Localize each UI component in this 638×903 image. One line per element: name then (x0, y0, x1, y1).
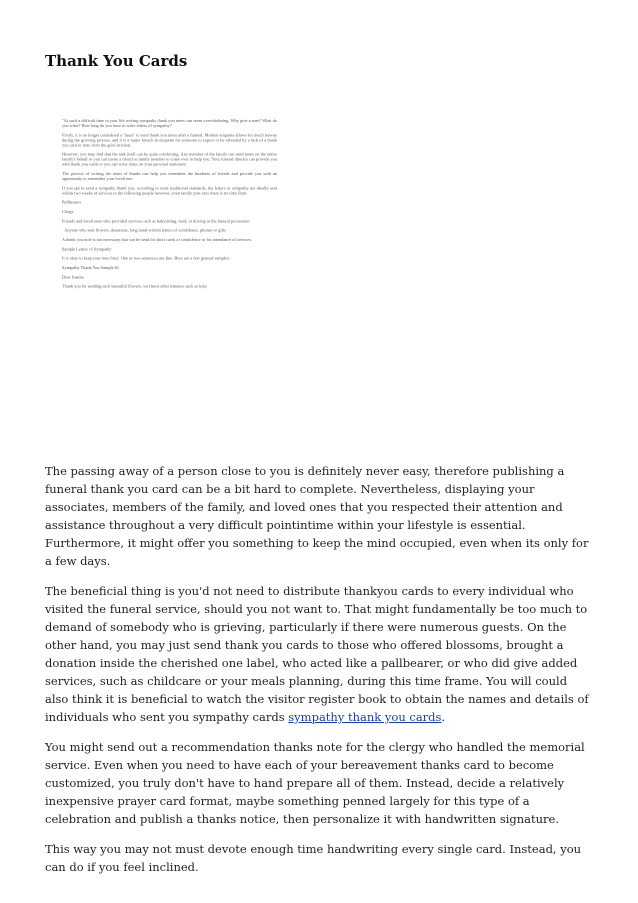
scan-paragraph: Sympathy Thank You Sample #1 (62, 264, 120, 270)
scan-paragraph: If you opt to send a sympathy thank you, according to most traditional standards, the letters of sympathy are ideally sent within two weeks of services to the following people however, even family post says there is no time limit. (62, 185, 277, 196)
scan-paragraph: However, you may find that the task itself can be quite comforting. Any member of the family can send notes on the entire family's behalf or you can invite a friend or family member to come over to help you. Your funeral director can provide you with thank you cards or you can write notes on your personal stationery. (62, 151, 277, 167)
scan-paragraph: Firstly, it is no longer considered a "must" to send thank you notes after a funeral. Modern etiquette allows for much leeway during the grieving process, and it is a major breach in etiquette for someone to expect or be offended by a lack of a thank you card or note from the grief stricken. (62, 132, 277, 148)
scan-paragraph: Clergy (62, 208, 74, 214)
paragraph-1: The passing away of a person close to you is definitely never easy, therefore publishing a funeral thank you card can be a bit hard to complete. Nevertheless, displaying your associates, members of the family, and loved ones that you respected their attention and assistance throughout a very difficult pointintime within your lifestyle is essential. Furthermore, it might offer you something to keep the mind occupied, even when its only for a few days. (45, 464, 589, 568)
scan-paragraph: Pallbearers (62, 199, 82, 205)
paragraph-4: This way you may not must devote enough time handwriting every single card. Instead, you can do if you feel inclined. (45, 842, 582, 874)
page-title: Thank You Cards (45, 52, 188, 70)
paragraph-2-text: The beneficial thing is you'd not need to distribute thankyou cards to every individual who visited the funeral service, should you not want to. That might fundamentally be too much to demand of somebody who is grieving, particularly if there were numerous guests. On the other hand, you may just send thank you cards to those who offered blossoms, brought a donation inside the cherished one label, who acted like a pallbearer, or who did give added services, such as childcare or your meals planning, during this time frame. You will could also think it is beneficial to watch the visitor register book to obtain the names and details of individuals who sent you sympathy cards (45, 584, 589, 724)
scan-paragraph: Thank you for sending such beautiful flowers, we (most other instance such as help (62, 283, 207, 289)
scan-paragraph: Friends and loved ones who provided services such as babysitting, food, or driving in the funeral procession (62, 218, 250, 224)
scan-paragraph: Sample Letters of Sympathy (62, 246, 112, 252)
scanned-letter-text (62, 118, 277, 293)
paragraph-3: You might send out a recommendation thanks note for the clergy who handled the memorial service. Even when you need to have each of your bereavement thanks card to become customized, you truly don't have to hand prepare all of them. Instead, decide a relatively inexpensive prayer card format, maybe something penned largely for this type of a celebration and publish a thanks notice, then personalize it with handwritten signature. (45, 740, 585, 826)
scan-paragraph: · Anyone who sent flowers, donations, long hand-written letters of condolence, phones or gifts (62, 227, 226, 233)
paragraph-2-end: . (441, 710, 446, 724)
scan-paragraph: It is okay to keep your note brief. One or two sentences are fine. Here are a few general samples: (62, 255, 230, 261)
scanned-letter-image (62, 118, 277, 390)
sympathy-thank-you-cards-link[interactable]: sympathy thank you cards (288, 710, 442, 724)
scan-paragraph: A thank you note is not necessary that can be send for short cards of condolence or for attendance of services. (62, 236, 252, 242)
scan-paragraph: "At such a difficult time in your life writing sympathy thank you notes can seem overwhelming. Why give a note? What do you write? How long do you have to write letters of sympathy? (62, 118, 277, 128)
scan-paragraph: The process of writing the notes of thanks can help you remember the kindness of friends and provide you with an opportunity to remember your loved one. (62, 170, 277, 181)
paragraph-2 (45, 582, 593, 726)
scan-paragraph: Dear Joanne, (62, 274, 85, 280)
article-body (45, 462, 593, 888)
